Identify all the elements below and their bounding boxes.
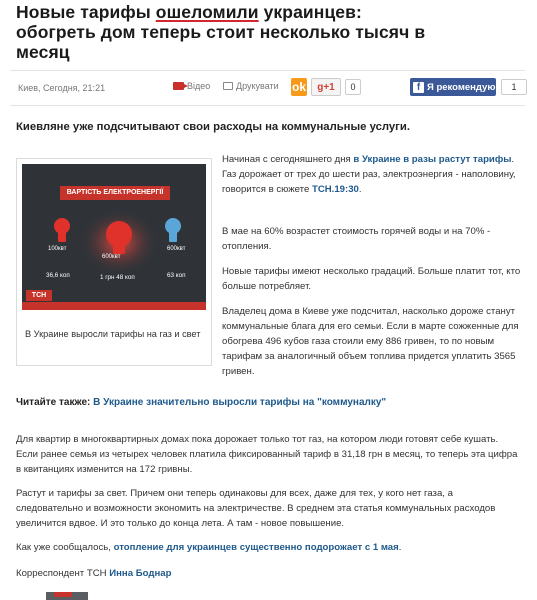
video-label: Відео: [187, 81, 211, 91]
video-link[interactable]: [173, 81, 210, 91]
paragraph-3: Новые тарифы имеют несколько градаций. Больше платит тот, кто больше потребляет.: [222, 266, 521, 292]
figure-label: 100квт: [48, 246, 67, 252]
paragraph-2: В мае на 60% возрастет стоимость горячей воды и на 70% - отопления.: [222, 226, 491, 252]
title-text-rest: украинцев: обогреть дом теперь стоит несколько тысяч в месяц: [16, 2, 426, 62]
figure-price: 63 коп: [167, 272, 186, 279]
odnoklassniki-share-button[interactable]: ok: [291, 80, 306, 94]
video-thumbnail[interactable]: [22, 164, 206, 310]
article-meta-bar: [10, 70, 525, 106]
print-link[interactable]: [223, 81, 279, 91]
facebook-recommend-button[interactable]: [410, 78, 496, 96]
google-plus-count: 0: [345, 79, 361, 95]
author-link[interactable]: Инна Боднар: [109, 568, 172, 579]
print-label: Друкувати: [236, 81, 279, 91]
facebook-recommend-label: Я рекомендую: [427, 81, 496, 93]
link-heating-price[interactable]: отопление для украинцев существенно подорожает с 1 мая: [113, 542, 399, 553]
video-camera-icon: [173, 82, 184, 90]
correspondent-line: Корреспондент ТСН Инна Боднар: [16, 568, 172, 579]
paragraph-1: Начиная с сегодняшнего дня в Украине в разы растут тарифы. Газ дорожает от трех до шести раз, электроэнергия - наполовину, говорится в сюжете ТСН.19:30.: [222, 154, 516, 195]
google-plus-button[interactable]: g+1: [311, 78, 341, 96]
title-highlight: ошеломили: [155, 2, 259, 22]
figure-strip: [22, 302, 206, 310]
figure-banner: ВАРТІСТЬ ЕЛЕКТРОЕНЕРГІЇ: [60, 186, 170, 200]
title-text: Новые тарифы: [16, 2, 156, 22]
article-lead: Киевляне уже подсчитывают свои расходы на коммунальные услуги.: [16, 121, 410, 133]
figure-label: 600квт: [167, 246, 186, 252]
read-also: Читайте также: В Украине значительно выросли тарифы на "коммуналку": [16, 397, 387, 408]
tsn-logo: ТСН: [26, 290, 52, 301]
paragraph-6: Растут и тарифы за свет. Причем они теперь одинаковы для всех, даже для тех, у кого нет газа, а следовательно и возможности экономить на электричестве. В среднем эта статья коммунальных расходов увеличится вдвое. И это только до конца лета. А там - новое повышение.: [16, 488, 496, 529]
facebook-count: 1: [501, 79, 527, 95]
read-also-link[interactable]: В Украине значительно выросли тарифы на "коммуналку": [93, 397, 387, 408]
figure-price: 1 грн 48 коп: [100, 274, 135, 281]
article-title: [16, 2, 426, 62]
paragraph-7: Как уже сообщалось, отопление для украинцев существенно подорожает с 1 мая.: [16, 542, 402, 553]
figure-caption: В Украине выросли тарифы на газ и свет: [25, 329, 201, 339]
link-tariffs-growing[interactable]: в Украине в разы растут тарифы: [353, 154, 512, 165]
article-figure[interactable]: [16, 158, 212, 366]
paragraph-5: Для квартир в многоквартирных домах пока дорожает только тот газ, на котором люди готовят себе кушать. Если ранее семья из четырех человек платила фиксированный тариф в 31,18 грн в месяц, то теперь эта цифра в квитанциях изменится на 172 гривны.: [16, 434, 518, 475]
publish-date: Киев, Сегодня, 21:21: [18, 83, 106, 93]
link-tsn-1930[interactable]: ТСН.19:30: [311, 184, 359, 195]
facebook-icon: f: [413, 82, 424, 93]
printer-icon: [223, 82, 233, 90]
figure-label: 600квт: [102, 254, 121, 260]
paragraph-4: Владелец дома в Киеве уже подсчитал, насколько дороже станут коммунальные блага для его семьи. Если в марте сожженные для обогрева 496 кубов газа стоили ему 886 гривен, то по новым тарифам за аналогичный объем топлива придется уплатить 3565 гривен.: [222, 306, 519, 377]
figure-price: 36,6 коп: [46, 272, 70, 279]
related-thumbnail[interactable]: [46, 592, 88, 600]
